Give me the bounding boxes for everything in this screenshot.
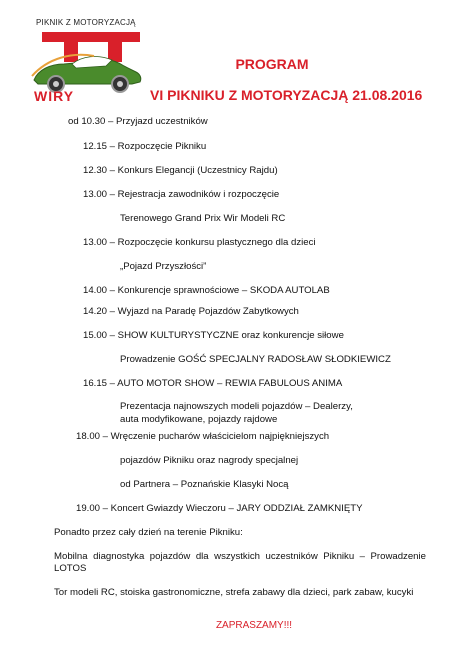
schedule-line: 12.30 – Konkurs Elegancji (Uczestnicy Rajdu) (83, 165, 278, 176)
schedule-line: 13.00 – Rozpoczęcie konkursu plastycznego dla dzieci (83, 237, 316, 248)
schedule-line: 13.00 – Rejestracja zawodników i rozpoczęcie (83, 189, 280, 200)
extras-item-attractions: Tor modeli RC, stoiska gastronomiczne, strefa zabawy dla dzieci, park zabaw, kucyki (54, 587, 414, 598)
page-title: PROGRAM (235, 56, 309, 72)
schedule-line: pojazdów Pikniku oraz nagrody specjalnej (120, 455, 299, 466)
logo-top-text: PIKNIK Z MOTORYZACJĄ (36, 18, 136, 27)
schedule-line: 14.20 – Wyjazd na Paradę Pojazdów Zabytkowych (83, 306, 299, 317)
page-subtitle: VI PIKNIKU Z MOTORYZACJĄ 21.08.2016 (150, 87, 423, 103)
schedule-line: Prezentacja najnowszych modeli pojazdów – Dealerzy, (120, 401, 353, 412)
schedule-line: Prowadzenie GOŚĆ SPECJALNY RADOSŁAW SŁODKIEWICZ (120, 354, 391, 365)
schedule-line: 19.00 – Koncert Gwiazdy Wieczoru – JARY ODDZIAŁ ZAMKNIĘTY (76, 503, 363, 514)
schedule-line: 15.00 – SHOW KULTURYSTYCZNE oraz konkurencje siłowe (83, 330, 344, 341)
schedule-line: od Partnera – Poznańskie Klasyki Nocą (120, 479, 289, 490)
extras-item-diagnostics: Mobilna diagnostyka pojazdów dla wszystkich uczestników Pikniku – Prowadzenie LOTOS (54, 551, 426, 574)
closing-text: ZAPRASZAMY!!! (215, 620, 293, 631)
schedule-line: 18.00 – Wręczenie pucharów właścicielom najpiękniejszych (76, 431, 330, 442)
schedule-line: 14.00 – Konkurencje sprawnościowe – SKODA AUTOLAB (83, 285, 330, 296)
schedule-line: od 10.30 – Przyjazd uczestników (68, 116, 208, 127)
logo-bottom-text: WIRY (34, 88, 75, 104)
schedule-line: „Pojazd Przyszłości” (120, 261, 207, 272)
schedule-line: 12.15 – Rozpoczęcie Pikniku (83, 141, 207, 152)
extras-intro: Ponadto przez cały dzień na terenie Pikniku: (54, 527, 243, 538)
schedule-line: 16.15 – AUTO MOTOR SHOW – REWIA FABULOUS ANIMA (83, 378, 343, 389)
schedule-line: auta modyfikowane, pojazdy rajdowe (120, 414, 278, 425)
schedule-line: Terenowego Grand Prix Wir Modeli RC (120, 213, 286, 224)
